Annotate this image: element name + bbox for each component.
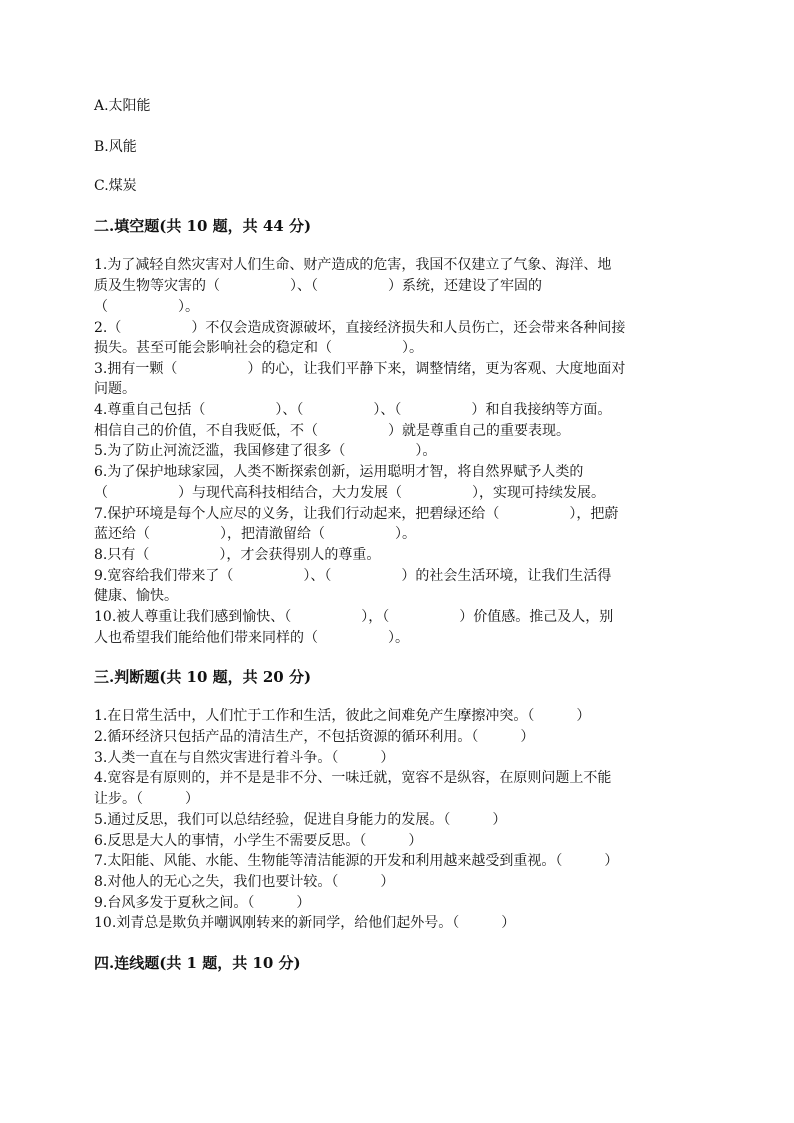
fill-line: 问题。 xyxy=(94,381,136,397)
fill-section-heading: 二.填空题(共 10 题，共 44 分) xyxy=(94,217,312,235)
fill-line: 6.为了保护地球家园，人类不断探索创新，运用聪明才智，将自然界赋予人类的 xyxy=(94,464,584,480)
fill-line: 1.为了减轻自然灾害对人们生命、财产造成的危害，我国不仅建立了气象、海洋、地 xyxy=(94,257,612,273)
fill-line: 2.（ ）不仅会造成资源破坏，直接经济损失和人员伤亡，还会带来各种间接 xyxy=(94,320,626,336)
fill-line: 损失。甚至可能会影响社会的稳定和（ ）。 xyxy=(94,340,423,356)
fill-line: 5.为了防止河流泛滥，我国修建了很多（ ）。 xyxy=(94,443,437,459)
judge-line: 8.对他人的无心之失，我们也要计较。（ ） xyxy=(94,874,395,890)
judge-line: 6.反思是大人的事情，小学生不需要反思。（ ） xyxy=(94,833,423,849)
judge-line: 让步。（ ） xyxy=(94,791,199,807)
fill-line: 7.保护环境是每个人应尽的义务，让我们行动起来，把碧绿还给（ ），把蔚 xyxy=(94,506,619,522)
judge-line: 1.在日常生活中，人们忙于工作和生活，彼此之间难免产生摩擦冲突。（ ） xyxy=(94,708,591,724)
judge-line: 9.台风多发于夏秋之间。（ ） xyxy=(94,895,311,911)
fill-line: 质及生物等灾害的（ ）、（ ）系统，还建设了牢固的 xyxy=(94,278,542,294)
fill-line: 8.只有（ ），才会获得别人的尊重。 xyxy=(94,547,381,563)
judge-line: 5.通过反思，我们可以总结经验，促进自身能力的发展。（ ） xyxy=(94,812,507,828)
fill-line: 蓝还给（ ），把清澈留给（ ）。 xyxy=(94,526,416,542)
judge-line: 3.人类一直在与自然灾害进行着斗争。（ ） xyxy=(94,750,395,766)
judge-line: 7.太阳能、风能、水能、生物能等清洁能源的开发和利用越来越受到重视。（ ） xyxy=(94,853,619,869)
fill-line: 10.被人尊重让我们感到愉快、（ ），（ ）价值感。推己及人，别 xyxy=(94,609,614,625)
fill-line: 4.尊重自己包括（ ）、（ ）、（ ）和自我接纳等方面。 xyxy=(94,402,612,418)
fill-line: （ ）。 xyxy=(94,299,199,315)
option-c: C.煤炭 xyxy=(94,178,137,194)
fill-line: 3.拥有一颗（ ）的心，让我们平静下来，调整情绪，更为客观、大度地面对 xyxy=(94,361,626,377)
judge-section-heading: 三.判断题(共 10 题，共 20 分) xyxy=(94,668,312,686)
option-b: B.风能 xyxy=(94,139,137,155)
judge-line: 4.宽容是有原则的，并不是是非不分、一味迁就，宽容不是纵容，在原则问题上不能 xyxy=(94,770,612,786)
judge-line: 2.循环经济只包括产品的清洁生产，不包括资源的循环利用。（ ） xyxy=(94,729,535,745)
match-section-heading: 四.连线题(共 1 题，共 10 分) xyxy=(94,954,301,972)
fill-line: 健康、愉快。 xyxy=(94,588,178,604)
fill-line: 相信自己的价值，不自我贬低，不（ ）就是尊重自己的重要表现。 xyxy=(94,423,570,439)
judge-line: 10.刘青总是欺负并嘲讽刚转来的新同学，给他们起外号。（ ） xyxy=(94,915,516,931)
option-a: A.太阳能 xyxy=(94,98,151,114)
fill-line: （ ）与现代高科技相结合，大力发展（ ），实现可持续发展。 xyxy=(94,485,605,501)
fill-line: 人也希望我们能给他们带来同样的（ ）。 xyxy=(94,630,409,646)
fill-line: 9.宽容给我们带来了（ ）、（ ）的社会生活环境，让我们生活得 xyxy=(94,568,612,584)
